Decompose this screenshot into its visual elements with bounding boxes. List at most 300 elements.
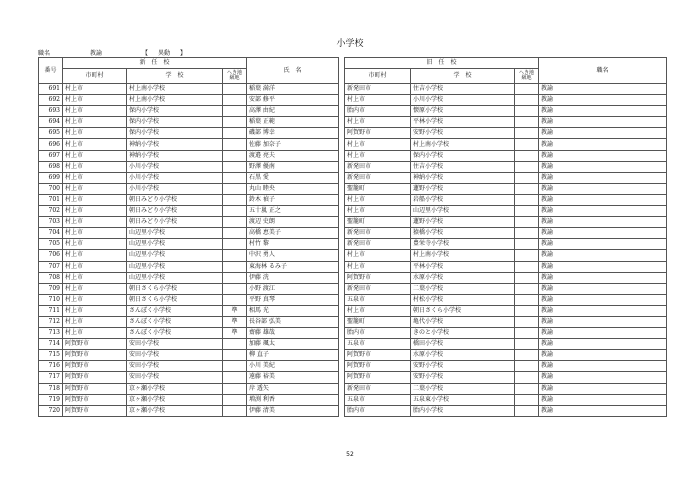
new-city: 村上市 [63,183,127,194]
old-city: 阿賀野市 [345,372,411,383]
person-name: 遠藤 裕美 [247,372,339,383]
old-city: 阿賀野市 [345,350,411,361]
position: 教諭 [539,150,667,161]
table-row [39,250,667,261]
new-remote-grade [223,239,247,250]
row-number: 708 [39,272,63,283]
new-remote-grade [223,106,247,117]
table-body [39,84,667,417]
table-row [39,283,667,294]
new-remote-grade [223,361,247,372]
new-remote-grade: 準 [223,316,247,327]
personnel-table [38,57,667,417]
position: 教諭 [539,294,667,305]
person-name: 野澤 優南 [247,161,339,172]
col-name: 氏 名 [247,58,339,84]
old-school: 猿橋小学校 [411,228,515,239]
col-new-school: 学 校 [127,69,223,84]
row-number: 705 [39,239,63,250]
old-city: 胎内市 [345,405,411,416]
row-number: 702 [39,206,63,217]
person-name: 平野 真琴 [247,294,339,305]
row-number: 709 [39,283,63,294]
old-remote-grade [515,339,539,350]
old-remote-grade [515,350,539,361]
old-school: 村上南小学校 [411,250,515,261]
table-row [39,183,667,194]
position: 教諭 [539,95,667,106]
old-city: 阿賀野市 [345,128,411,139]
old-school: 蓮野小学校 [411,183,515,194]
table-row [39,206,667,217]
position: 教諭 [539,161,667,172]
new-city: 村上市 [63,283,127,294]
table-row [39,272,667,283]
table-row [39,172,667,183]
new-remote-grade [223,283,247,294]
old-school: 二葉小学校 [411,383,515,394]
position: 教諭 [539,328,667,339]
position: 教諭 [539,361,667,372]
new-remote-grade [223,217,247,228]
person-name: 渡辺 史朗 [247,217,339,228]
person-name: 伊藤 清美 [247,405,339,416]
new-school: 村上南小学校 [127,95,223,106]
table-row [39,394,667,405]
new-school: 安田小学校 [127,350,223,361]
old-city: 村上市 [345,305,411,316]
new-school: 朝日みどり小学校 [127,194,223,205]
row-number: 714 [39,339,63,350]
position: 教諭 [539,316,667,327]
old-school: 蓮野小学校 [411,217,515,228]
new-city: 阿賀野市 [63,405,127,416]
row-number: 699 [39,172,63,183]
row-number: 719 [39,394,63,405]
new-school: 山辺里小学校 [127,272,223,283]
old-city: 新発田市 [345,84,411,95]
new-city: 村上市 [63,206,127,217]
table-row [39,194,667,205]
new-school: 山辺里小学校 [127,228,223,239]
row-number: 696 [39,139,63,150]
new-city: 村上市 [63,106,127,117]
new-city: 村上市 [63,139,127,150]
row-number: 706 [39,250,63,261]
row-number: 693 [39,106,63,117]
old-school: 豊栄寺小学校 [411,239,515,250]
old-school: 住吉小学校 [411,161,515,172]
old-school: 橋田小学校 [411,339,515,350]
person-name: 石黒 愛 [247,172,339,183]
person-name: 村竹 黎 [247,239,339,250]
person-name: 渡邉 亮夫 [247,150,339,161]
old-school: 村上南小学校 [411,139,515,150]
col-new-school-group: 新 任 校 [63,58,247,69]
person-name: 相馬 光 [247,305,339,316]
person-name: 安部 修平 [247,95,339,106]
old-remote-grade [515,106,539,117]
table-row [39,405,667,416]
old-school: 保内小学校 [411,150,515,161]
new-city: 阿賀野市 [63,361,127,372]
new-school: 保内小学校 [127,117,223,128]
old-school: 安野小学校 [411,128,515,139]
new-school: 山辺里小学校 [127,250,223,261]
table-row [39,128,667,139]
old-remote-grade [515,84,539,95]
table-row [39,316,667,327]
new-school: 保内小学校 [127,106,223,117]
new-school: 神納小学校 [127,150,223,161]
row-number: 703 [39,217,63,228]
row-number: 707 [39,261,63,272]
position: 教諭 [539,405,667,416]
old-remote-grade [515,328,539,339]
old-city: 村上市 [345,250,411,261]
person-name: 鈴木 禎子 [247,194,339,205]
old-remote-grade [515,117,539,128]
table-row [39,95,667,106]
person-name: 五十嵐 正之 [247,206,339,217]
table-row [39,328,667,339]
person-name: 柳 直子 [247,350,339,361]
new-city: 村上市 [63,305,127,316]
old-school: 山辺里小学校 [411,206,515,217]
transfer-type [142,48,242,57]
old-remote-grade [515,139,539,150]
old-remote-grade [515,95,539,106]
person-name: 稲葉 正範 [247,117,339,128]
old-remote-grade [515,383,539,394]
position: 教諭 [539,272,667,283]
old-city: 村上市 [345,194,411,205]
new-school: 神納小学校 [127,139,223,150]
new-school: 京ヶ瀬小学校 [127,405,223,416]
new-remote-grade [223,183,247,194]
old-school: 村松小学校 [411,294,515,305]
person-name: 長谷部 弘美 [247,316,339,327]
old-remote-grade [515,250,539,261]
row-number: 694 [39,117,63,128]
new-remote-grade [223,117,247,128]
old-school: 水原小学校 [411,350,515,361]
new-remote-grade [223,206,247,217]
table-row [39,161,667,172]
old-remote-grade [515,194,539,205]
position: 教諭 [539,383,667,394]
old-school: 亀代小学校 [411,316,515,327]
new-city: 村上市 [63,217,127,228]
col-old-city: 市町村 [345,69,411,84]
new-school: 安田小学校 [127,372,223,383]
position: 教諭 [539,394,667,405]
person-name: 東海林 るみ子 [247,261,339,272]
table-row [39,117,667,128]
new-remote-grade [223,95,247,106]
new-remote-grade [223,405,247,416]
new-school: 朝日さくら小学校 [127,294,223,305]
old-school: きのと小学校 [411,328,515,339]
table-row [39,372,667,383]
person-name: 岸 透矢 [247,383,339,394]
new-city: 村上市 [63,161,127,172]
new-school: 京ヶ瀬小学校 [127,383,223,394]
table-row [39,228,667,239]
new-city: 村上市 [63,150,127,161]
row-number: 713 [39,328,63,339]
row-number: 720 [39,405,63,416]
row-number: 691 [39,84,63,95]
position: 教諭 [539,339,667,350]
old-school: 安野小学校 [411,361,515,372]
person-name: 丸山 睦央 [247,183,339,194]
old-school: 平林小学校 [411,117,515,128]
new-city: 村上市 [63,294,127,305]
new-city: 阿賀野市 [63,394,127,405]
table-row [39,150,667,161]
old-remote-grade [515,239,539,250]
old-remote-grade [515,372,539,383]
person-name: 齋藤 雄哉 [247,328,339,339]
old-remote-grade [515,305,539,316]
position: 教諭 [539,172,667,183]
old-remote-grade [515,272,539,283]
old-school: 二葉小学校 [411,283,515,294]
new-remote-grade: 準 [223,305,247,316]
old-school: 懐原小学校 [411,106,515,117]
old-remote-grade [515,150,539,161]
row-number: 710 [39,294,63,305]
old-city: 五泉市 [345,339,411,350]
old-city: 新発田市 [345,161,411,172]
old-school: 安野小学校 [411,372,515,383]
old-city: 村上市 [345,261,411,272]
old-remote-grade [515,172,539,183]
new-remote-grade [223,84,247,95]
table-row [39,339,667,350]
table-row [39,84,667,95]
old-remote-grade [515,283,539,294]
old-city: 新発田市 [345,239,411,250]
person-name: 伊藤 洸 [247,272,339,283]
old-remote-grade [515,206,539,217]
position: 教諭 [539,139,667,150]
old-remote-grade [515,217,539,228]
old-city: 胎内市 [345,328,411,339]
old-city: 阿賀野市 [345,272,411,283]
old-remote-grade [515,183,539,194]
row-number: 711 [39,305,63,316]
position: 教諭 [539,228,667,239]
old-city: 五泉市 [345,294,411,305]
person-name: 稲葉 満洋 [247,84,339,95]
table-row [39,383,667,394]
person-name: 高橋 恵美子 [247,228,339,239]
new-school: 朝日さくら小学校 [127,283,223,294]
table-row [39,305,667,316]
old-remote-grade [515,405,539,416]
col-new-city: 市町村 [63,69,127,84]
old-school: 朝日さくら小学校 [411,305,515,316]
new-remote-grade [223,272,247,283]
row-number: 715 [39,350,63,361]
new-city: 村上市 [63,194,127,205]
new-remote-grade [223,261,247,272]
old-remote-grade [515,261,539,272]
position: 教諭 [539,194,667,205]
new-school: 安田小学校 [127,339,223,350]
old-city: 新発田市 [345,383,411,394]
position: 教諭 [539,217,667,228]
new-school: 小川小学校 [127,172,223,183]
new-city: 阿賀野市 [63,383,127,394]
new-city: 阿賀野市 [63,372,127,383]
new-city: 村上市 [63,272,127,283]
new-city: 村上市 [63,95,127,106]
position: 教諭 [539,250,667,261]
col-position: 職名 [539,58,667,84]
col-old-school: 学 校 [411,69,515,84]
old-remote-grade [515,161,539,172]
new-city: 村上市 [63,117,127,128]
old-city: 胎内市 [345,106,411,117]
new-school: 朝日みどり小学校 [127,217,223,228]
table-row [39,217,667,228]
position: 教諭 [539,305,667,316]
new-school: さんぽく小学校 [127,328,223,339]
new-city: 村上市 [63,328,127,339]
col-number: 番号 [39,58,63,84]
new-remote-grade [223,194,247,205]
person-name: 磯部 博幸 [247,128,339,139]
old-city: 村上市 [345,206,411,217]
new-remote-grade [223,172,247,183]
new-remote-grade [223,228,247,239]
old-remote-grade [515,394,539,405]
old-city: 村上市 [345,95,411,106]
position: 教諭 [539,206,667,217]
new-remote-grade [223,294,247,305]
position: 教諭 [539,261,667,272]
new-city: 村上市 [63,84,127,95]
person-name: 高澤 由紀 [247,106,339,117]
new-remote-grade [223,339,247,350]
position: 教諭 [539,106,667,117]
new-remote-grade [223,150,247,161]
table-row [39,106,667,117]
new-remote-grade [223,128,247,139]
position: 教諭 [539,183,667,194]
bracket-open: 【 [142,50,149,57]
position: 教諭 [539,84,667,95]
new-remote-grade [223,350,247,361]
new-remote-grade [223,139,247,150]
new-city: 村上市 [63,316,127,327]
old-city: 聖籠町 [345,316,411,327]
old-city: 新発田市 [345,283,411,294]
new-city: 村上市 [63,228,127,239]
col-old-school-group: 旧 任 校 [345,58,539,69]
old-school: 住吉小学校 [411,84,515,95]
new-school: 小川小学校 [127,161,223,172]
old-school: 小川小学校 [411,95,515,106]
new-school: さんぽく小学校 [127,316,223,327]
person-name: 加藤 颯太 [247,339,339,350]
old-city: 村上市 [345,150,411,161]
new-school: 京ヶ瀬小学校 [127,394,223,405]
row-number: 697 [39,150,63,161]
new-school: 朝日みどり小学校 [127,206,223,217]
new-school: さんぽく小学校 [127,305,223,316]
bracket-close: 】 [180,50,187,57]
old-school: 胎内小学校 [411,405,515,416]
new-remote-grade [223,161,247,172]
document-header [38,48,242,57]
new-school: 山辺里小学校 [127,239,223,250]
row-number: 701 [39,194,63,205]
old-city: 村上市 [345,139,411,150]
old-school: 五泉東小学校 [411,394,515,405]
row-number: 718 [39,383,63,394]
person-name: 中沢 勇人 [247,250,339,261]
new-city: 村上市 [63,250,127,261]
new-remote-grade [223,394,247,405]
position: 教諭 [539,372,667,383]
table-row [39,261,667,272]
position-value: 教諭 [90,50,103,57]
new-school: 安田小学校 [127,361,223,372]
old-remote-grade [515,294,539,305]
old-city: 新発田市 [345,228,411,239]
row-number: 698 [39,161,63,172]
row-number: 716 [39,361,63,372]
new-city: 村上市 [63,239,127,250]
header-row-group [39,58,667,69]
position-label: 職名 [38,50,51,57]
old-remote-grade [515,316,539,327]
person-name: 小野 渡江 [247,283,339,294]
old-city: 新発田市 [345,172,411,183]
new-school: 村上南小学校 [127,84,223,95]
row-number: 712 [39,316,63,327]
position: 教諭 [539,350,667,361]
position: 教諭 [539,283,667,294]
table-row [39,294,667,305]
page-number: 52 [346,451,354,458]
old-school: 平林小学校 [411,261,515,272]
table-row [39,361,667,372]
row-number: 695 [39,128,63,139]
old-remote-grade [515,128,539,139]
new-remote-grade [223,250,247,261]
old-school: 岩船小学校 [411,194,515,205]
new-city: 阿賀野市 [63,350,127,361]
position: 教諭 [539,239,667,250]
new-city: 村上市 [63,128,127,139]
old-city: 五泉市 [345,394,411,405]
new-remote-grade: 準 [223,328,247,339]
table-row [39,139,667,150]
transfer-type-value: 異動 [158,50,171,57]
old-city: 聖籠町 [345,183,411,194]
new-remote-grade [223,372,247,383]
row-number: 700 [39,183,63,194]
old-city: 聖籠町 [345,217,411,228]
old-remote-grade [515,228,539,239]
col-old-remote: へき地 級地 [515,69,539,84]
row-number: 717 [39,372,63,383]
